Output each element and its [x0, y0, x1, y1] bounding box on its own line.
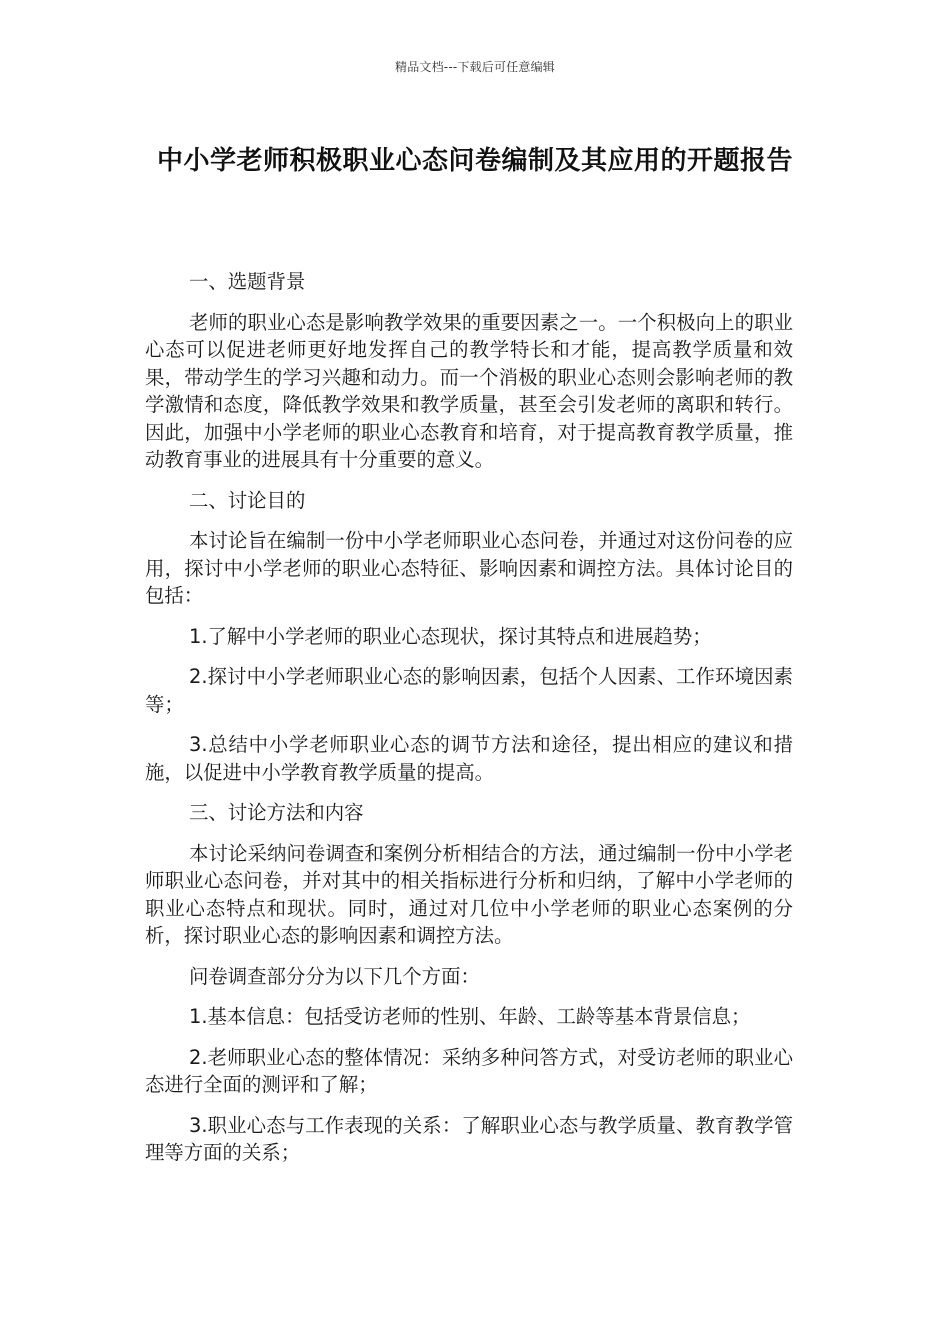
paragraph-method: 本讨论采纳问卷调查和案例分析相结合的方法，通过编制一份中小学老师职业心态问卷，并对其中的相关指标进行分析和归纳，了解中小学老师的职业心态特点和现状。同时，通过对几位中小学老师的职业心态案例的分析，探讨职业心态的影响因素和调控方法。: [145, 841, 793, 947]
survey-item-2: 2.老师职业心态的整体情况：采纳多种问答方式，对受访老师的职业心态进行全面的测评和了解；: [145, 1045, 793, 1096]
document-body: [145, 268, 793, 1180]
section-heading-method: 三、讨论方法和内容: [189, 801, 364, 824]
header-note: 精品文档---下载后可任意编辑: [395, 60, 555, 74]
section-heading-purpose: 二、讨论目的: [189, 488, 306, 512]
paragraph-purpose-intro: 本讨论旨在编制一份中小学老师职业心态问卷，并通过对这份问卷的应用，探讨中小学老师的职业心态特征、影响因素和调控方法。具体讨论目的包括：: [145, 529, 793, 607]
purpose-item-2: 2.探讨中小学老师职业心态的影响因素，包括个人因素、工作环境因素等；: [145, 665, 793, 716]
purpose-item-3: 3.总结中小学老师职业心态的调节方法和途径，提出相应的建议和措施，以促进中小学教育教学质量的提高。: [145, 733, 793, 784]
survey-item-1: 1.基本信息：包括受访老师的性别、年龄、工龄等基本背景信息；: [189, 1005, 751, 1028]
paragraph-survey-intro: 问卷调查部分分为以下几个方面：: [189, 964, 480, 988]
purpose-item-1: 1.了解中小学老师的职业心态现状，探讨其特点和进展趋势；: [189, 624, 712, 648]
document-title: 中小学老师积极职业心态问卷编制及其应用的开题报告: [156, 146, 793, 176]
paragraph-background: 老师的职业心态是影响教学效果的重要因素之一。一个积极向上的职业心态可以促进老师更好地发挥自己的教学特长和才能，提高教学质量和效果，带动学生的学习兴趣和动力。而一个消极的职业心态则会影响老师的教学激情和态度，降低教学效果和教学质量，甚至会引发老师的离职和转行。因此，加强中小学老师的职业心态教育和培育，对于提高教育教学质量，推动教育事业的进展具有十分重要的意义。: [145, 310, 793, 471]
section-heading-background: 一、选题背景: [189, 270, 306, 293]
survey-item-3: 3.职业心态与工作表现的关系：了解职业心态与教学质量、教育教学管理等方面的关系；: [145, 1113, 793, 1164]
